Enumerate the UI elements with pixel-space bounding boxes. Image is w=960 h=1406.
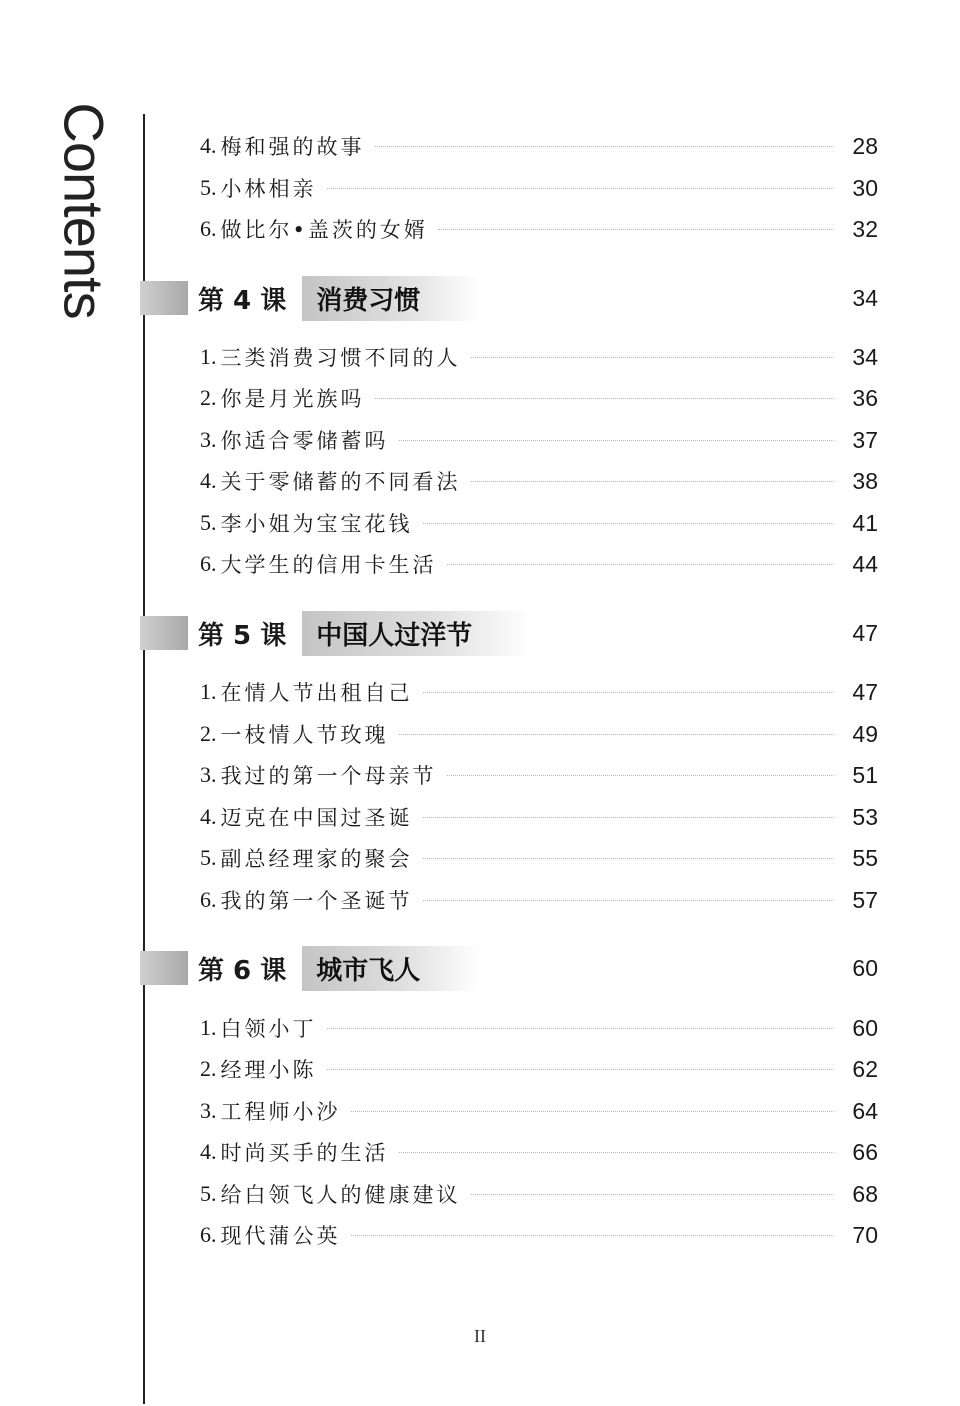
entry-number: 6.: [200, 551, 217, 576]
lesson-page-number: 34: [852, 284, 878, 311]
contents-side-title-text: Contents: [52, 101, 116, 319]
entry-title: 在情人节出租自己: [220, 681, 413, 705]
entry-title: 我过的第一个母亲节: [220, 764, 437, 788]
entry-page-number: 49: [852, 720, 878, 747]
toc-entry[interactable]: [200, 507, 878, 539]
entry-title: 迈克在中国过圣诞: [220, 806, 413, 830]
toc-entry[interactable]: [200, 1136, 878, 1168]
dot-leader: [423, 899, 835, 901]
entry-number: 2.: [200, 385, 217, 410]
toc-entry[interactable]: [200, 884, 878, 916]
entry-number: 6.: [200, 887, 217, 912]
toc-entry[interactable]: [200, 382, 878, 414]
entry-page-number: 60: [852, 1014, 878, 1041]
entry-title: 给白领飞人的健康建议: [220, 1183, 461, 1207]
entry-title: 白领小丁: [220, 1017, 317, 1041]
entry-title: 做比尔•盖茨的女婿: [220, 218, 428, 242]
page-number-footer: II: [474, 1326, 486, 1346]
dot-leader: [471, 480, 835, 482]
dot-leader: [423, 522, 835, 524]
dot-leader: [351, 1234, 835, 1236]
dot-leader: [327, 187, 835, 189]
entry-title: 我的第一个圣诞节: [220, 889, 413, 913]
entry-page-number: 55: [852, 844, 878, 871]
entry-page-number: 64: [852, 1097, 878, 1124]
dot-leader: [471, 356, 835, 358]
toc-entry[interactable]: [200, 213, 878, 245]
lesson-marker-block: [140, 281, 188, 315]
toc-entry[interactable]: [200, 1053, 878, 1085]
entry-number: 5.: [200, 175, 217, 200]
entry-page-number: 37: [852, 426, 878, 453]
dot-leader: [327, 1068, 835, 1070]
toc-entry[interactable]: [200, 801, 878, 833]
lesson-marker-block: [140, 951, 188, 985]
entry-number: 4.: [200, 1139, 217, 1164]
dot-leader: [399, 439, 835, 441]
lesson-label: 第 5 课: [198, 620, 287, 651]
entry-page-number: 68: [852, 1180, 878, 1207]
dot-leader: [327, 1027, 835, 1029]
entry-number: 6.: [200, 216, 217, 241]
entry-title: 大学生的信用卡生活: [220, 553, 437, 577]
dot-leader: [423, 816, 835, 818]
lesson-5-header[interactable]: [140, 611, 878, 655]
entry-title: 你适合零储蓄吗: [220, 429, 389, 453]
entry-number: 3.: [200, 427, 217, 452]
entry-page-number: 53: [852, 803, 878, 830]
entry-number: 1.: [200, 344, 217, 369]
entry-title: 李小姐为宝宝花钱: [220, 512, 413, 536]
toc-entry[interactable]: [200, 130, 878, 162]
toc-entry[interactable]: [200, 548, 878, 580]
entry-title: 工程师小沙: [220, 1100, 341, 1124]
lesson-label: 第 6 课: [198, 955, 287, 986]
lesson-page-number: 60: [852, 954, 878, 981]
entry-page-number: 70: [852, 1221, 878, 1248]
entry-page-number: 41: [852, 509, 878, 536]
entry-page-number: 38: [852, 467, 878, 494]
toc-entry[interactable]: [200, 676, 878, 708]
dot-leader: [375, 145, 835, 147]
dot-leader: [447, 774, 835, 776]
entry-number: 5.: [200, 510, 217, 535]
entry-number: 1.: [200, 1015, 217, 1040]
dot-leader: [447, 563, 835, 565]
toc-entry[interactable]: [200, 424, 878, 456]
lesson-label: 第 4 课: [198, 285, 287, 316]
entry-page-number: 36: [852, 384, 878, 411]
entry-title: 小林相亲: [220, 177, 317, 201]
entry-title: 一枝情人节玫瑰: [220, 723, 389, 747]
entry-title: 三类消费习惯不同的人: [220, 346, 461, 370]
toc-entry[interactable]: [200, 1095, 878, 1127]
entry-number: 5.: [200, 845, 217, 870]
toc-entry[interactable]: [200, 759, 878, 791]
toc-entry[interactable]: [200, 718, 878, 750]
entry-page-number: 62: [852, 1055, 878, 1082]
toc-entry[interactable]: [200, 1012, 878, 1044]
entry-title: 梅和强的故事: [220, 135, 365, 159]
lesson-4-header[interactable]: [140, 276, 878, 320]
contents-side-title: [52, 101, 116, 319]
entry-page-number: 57: [852, 886, 878, 913]
entry-number: 1.: [200, 679, 217, 704]
toc-entry[interactable]: [200, 341, 878, 373]
dot-leader: [399, 1151, 835, 1153]
entry-page-number: 51: [852, 761, 878, 788]
toc-entry[interactable]: [200, 842, 878, 874]
entry-page-number: 47: [852, 678, 878, 705]
entry-title: 经理小陈: [220, 1058, 317, 1082]
entry-title: 现代蒲公英: [220, 1224, 341, 1248]
entry-number: 2.: [200, 1056, 217, 1081]
entry-number: 6.: [200, 1222, 217, 1247]
dot-leader: [471, 1193, 835, 1195]
entry-title: 关于零储蓄的不同看法: [220, 470, 461, 494]
entry-page-number: 66: [852, 1138, 878, 1165]
toc-entry[interactable]: [200, 1178, 878, 1210]
dot-leader: [399, 733, 835, 735]
entry-title: 时尚买手的生活: [220, 1141, 389, 1165]
entry-page-number: 30: [852, 174, 878, 201]
dot-leader: [438, 228, 834, 230]
lesson-page-number: 47: [852, 619, 878, 646]
entry-title: 副总经理家的聚会: [220, 847, 413, 871]
toc-entry[interactable]: [200, 465, 878, 497]
dot-leader: [375, 397, 835, 399]
entry-number: 4.: [200, 468, 217, 493]
entry-number: 5.: [200, 1181, 217, 1206]
entry-number: 3.: [200, 762, 217, 787]
entry-number: 4.: [200, 133, 217, 158]
lesson-marker-block: [140, 616, 188, 650]
lesson-title: 中国人过洋节: [302, 611, 532, 656]
entry-page-number: 44: [852, 550, 878, 577]
entry-page-number: 32: [852, 215, 878, 242]
entry-title: 你是月光族吗: [220, 387, 365, 411]
lesson-title: 消费习惯: [302, 276, 480, 321]
entry-number: 2.: [200, 721, 217, 746]
toc-entry[interactable]: [200, 172, 878, 204]
toc-entry[interactable]: [200, 1219, 878, 1251]
entry-number: 4.: [200, 804, 217, 829]
dot-leader: [351, 1110, 835, 1112]
dot-leader: [423, 857, 835, 859]
entry-page-number: 34: [852, 343, 878, 370]
entry-page-number: 28: [852, 132, 878, 159]
lesson-title: 城市飞人: [302, 946, 480, 991]
entry-number: 3.: [200, 1098, 217, 1123]
lesson-6-header[interactable]: [140, 946, 878, 990]
dot-leader: [423, 691, 835, 693]
